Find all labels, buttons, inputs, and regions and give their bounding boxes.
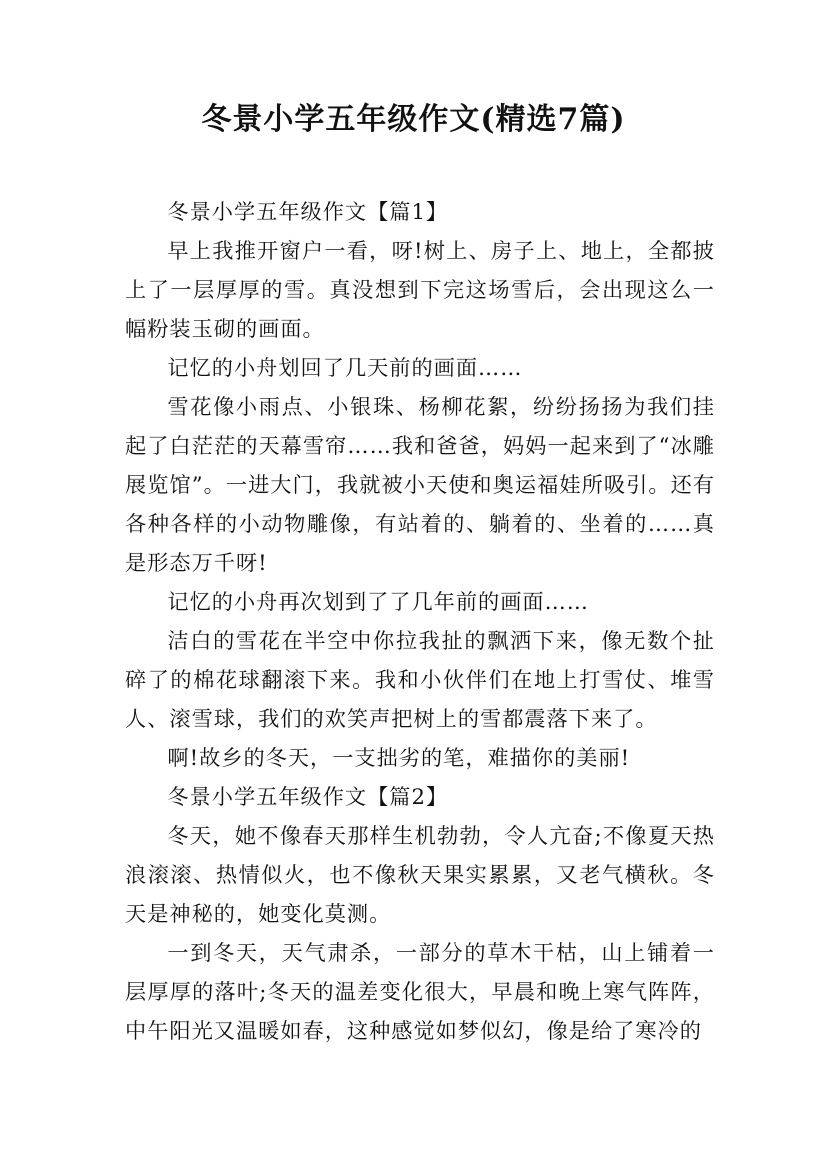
paragraph: 冬天，她不像春天那样生机勃勃，令人亢奋;不像夏天热浪滚滚、热情似火，也不像秋天果实累累，又老气横秋。冬天是神秘的，她变化莫测。 — [125, 823, 715, 926]
paragraph: 啊!故乡的冬天，一支拙劣的笔，难描你的美丽! — [167, 745, 631, 770]
document-title: 冬景小学五年级作文(精选7篇) — [201, 102, 626, 137]
section-heading-1: 冬景小学五年级作文【篇1】 — [167, 199, 449, 224]
paragraph: 早上我推开窗户一看，呀!树上、房子上、地上，全都披上了一层厚厚的雪。真没想到下完这场雪后，会出现这么一幅粉装玉砌的画面。 — [125, 238, 715, 341]
section-heading-2: 冬景小学五年级作文【篇2】 — [167, 784, 449, 809]
paragraph: 记忆的小舟再次划到了了几年前的画面…… — [167, 589, 589, 614]
paragraph: 雪花像小雨点、小银珠、杨柳花絮，纷纷扬扬为我们挂起了白茫茫的天幕雪帘……我和爸爸，妈妈一起来到了“冰雕展览馆”。一进大门，我就被小天使和奥运福娃所吸引。还有各种各样的小动物雕像，有站着的、躺着的、坐着的……真是形态万千呀! — [125, 394, 715, 575]
paragraph: 记忆的小舟划回了几天前的画面…… — [167, 355, 523, 380]
paragraph: 洁白的雪花在半空中你拉我扯的飘洒下来，像无数个扯碎了的棉花球翻滚下来。我和小伙伴们在地上打雪仗、堆雪人、滚雪球，我们的欢笑声把树上的雪都震落下来了。 — [125, 628, 715, 731]
document-body — [125, 192, 715, 1050]
paragraph: 一到冬天，天气肃杀，一部分的草木干枯，山上铺着一层厚厚的落叶;冬天的温差变化很大，早晨和晚上寒气阵阵，中午阳光又温暖如春，这种感觉如梦似幻，像是给了寒冷的 — [125, 940, 715, 1043]
